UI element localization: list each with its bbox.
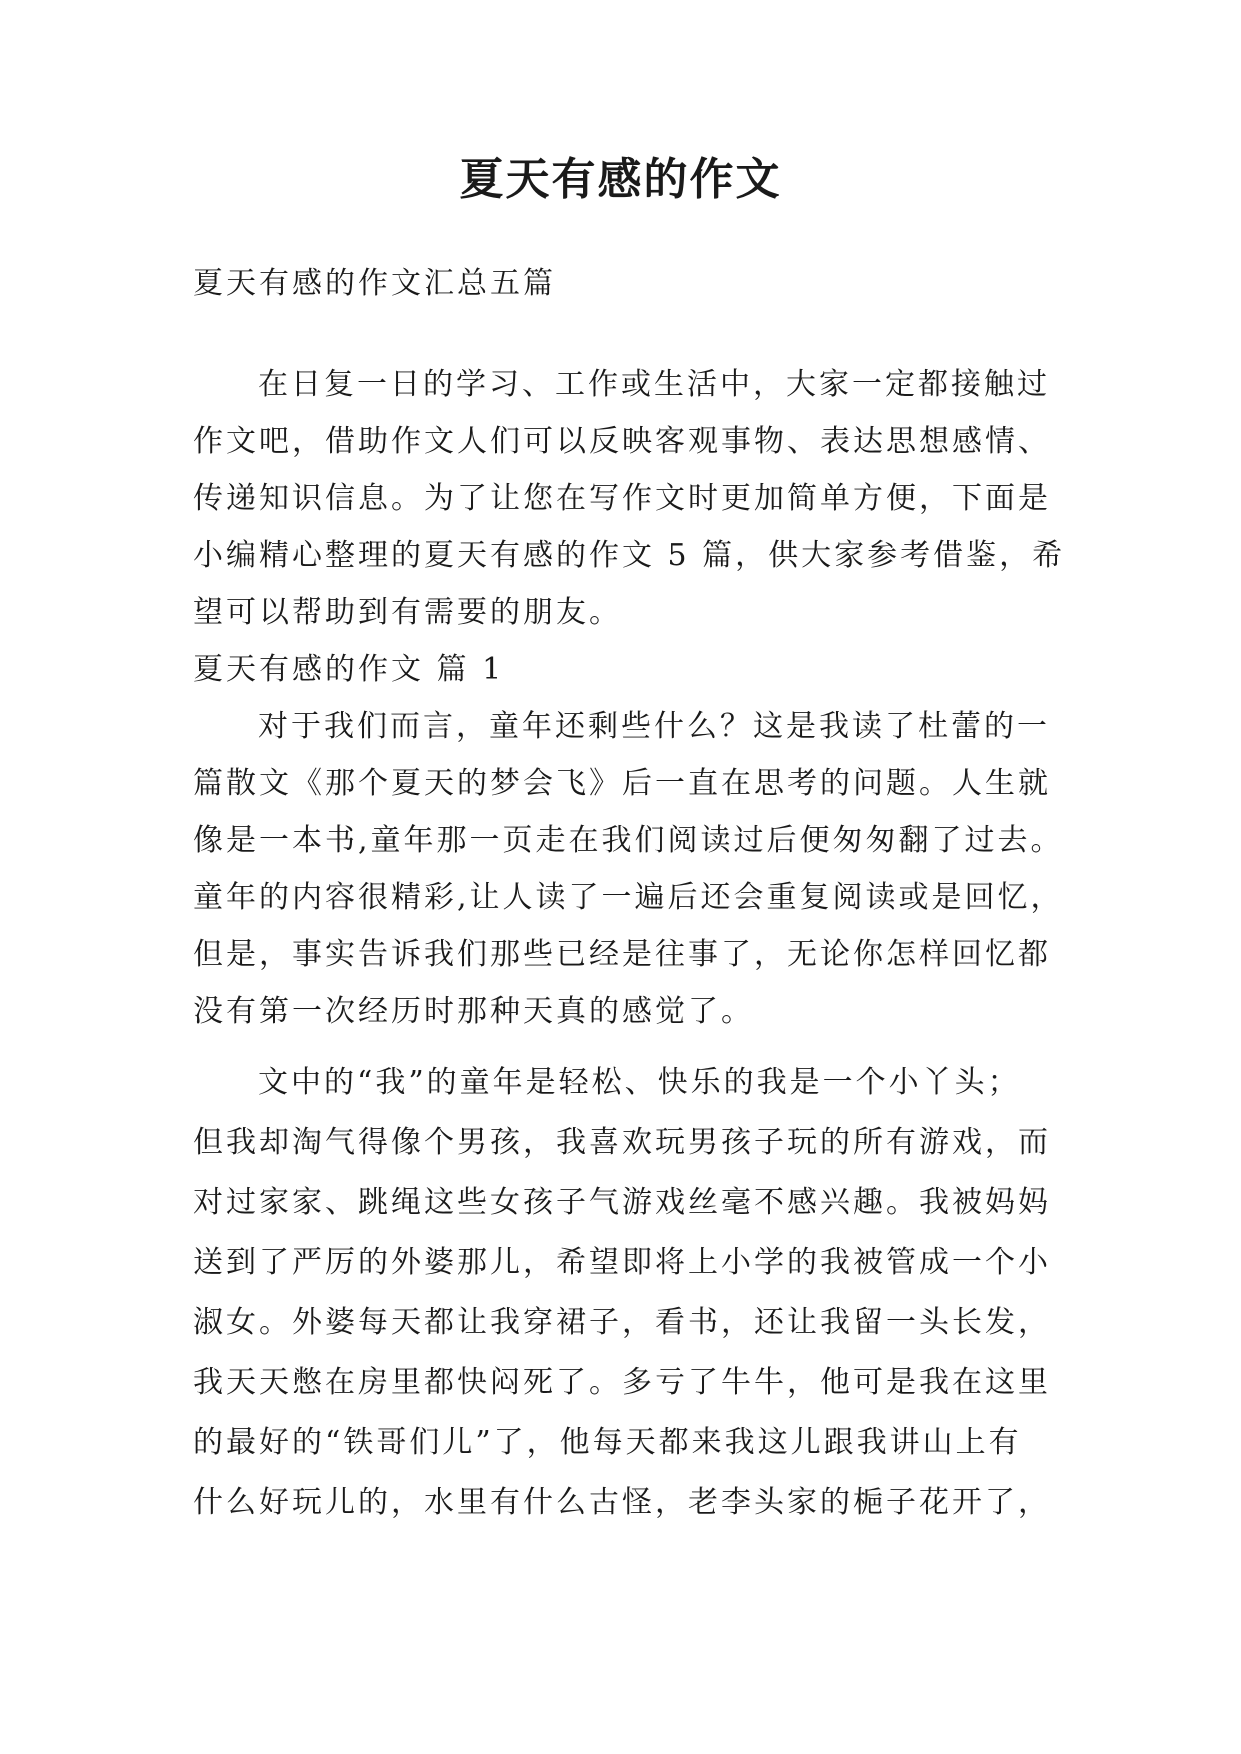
intro-line: 望可以帮助到有需要的朋友。 <box>193 595 622 630</box>
paragraph-line: 送到了严厉的外婆那儿，希望即将上小学的我被管成一个小 <box>193 1245 1051 1280</box>
intro-line: 在日复一日的学习、工作或生活中，大家一定都接触过 <box>258 367 1050 402</box>
paragraph-line: 什么好玩儿的，水里有什么古怪，老李头家的梔子花开了， <box>193 1485 1051 1520</box>
intro-line: 小编精心整理的夏天有感的作文 5 篇，供大家参考借鉴，希 <box>193 538 1066 573</box>
paragraph-line: 我天天憋在房里都快闷死了。多亏了牛牛，他可是我在这里 <box>193 1365 1051 1400</box>
paragraph-line: 童年的内容很精彩,让人读了一遍后还会重复阅读或是回忆， <box>193 880 1064 915</box>
paragraph-line: 对于我们而言，童年还剩些什么？这是我读了杜蕾的一 <box>258 709 1050 744</box>
paragraph-line: 对过家家、跳绳这些女孩子气游戏丝毫不感兴趣。我被妈妈 <box>193 1185 1051 1220</box>
paragraph-line: 篇散文《那个夏天的梦会飞》后一直在思考的问题。人生就 <box>193 766 1051 801</box>
section-heading: 夏天有感的作文 篇 1 <box>193 652 505 687</box>
document-subtitle: 夏天有感的作文汇总五篇 <box>193 266 556 301</box>
paragraph-line: 像是一本书,童年那一页走在我们阅读过后便匆匆翻了过去。 <box>193 823 1064 858</box>
paragraph-line: 但我却淘气得像个男孩，我喜欢玩男孩子玩的所有游戏，而 <box>193 1125 1051 1160</box>
paragraph-line: 淑女。外婆每天都让我穿裙子，看书，还让我留一头长发， <box>193 1305 1051 1340</box>
intro-line: 作文吧，借助作文人们可以反映客观事物、表达思想感情、 <box>193 424 1051 459</box>
paragraph-line: 文中的“我”的童年是轻松、快乐的我是一个小丫头； <box>258 1065 1021 1100</box>
paragraph-line: 没有第一次经历时那种天真的感觉了。 <box>193 994 754 1029</box>
paragraph-line: 的最好的“铁哥们儿”了，他每天都来我这儿跟我讲山上有 <box>193 1425 1022 1460</box>
paragraph-line: 但是，事实告诉我们那些已经是往事了，无论你怎样回忆都 <box>193 937 1051 972</box>
intro-line: 传递知识信息。为了让您在写作文时更加简单方便，下面是 <box>193 481 1051 516</box>
document-title: 夏天有感的作文 <box>459 154 782 205</box>
